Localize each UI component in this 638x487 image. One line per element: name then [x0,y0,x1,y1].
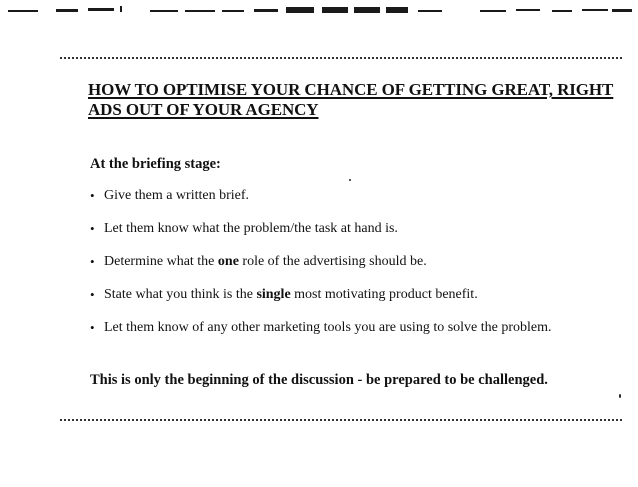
section-heading: At the briefing stage: [90,156,221,172]
bullet-icon: • [90,320,95,335]
bullet-icon: • [90,254,95,269]
bullet-icon: • [90,287,95,302]
list-item-emphasis: single [256,287,291,302]
bullet-icon: • [90,188,95,203]
scan-artifact-strip [0,0,638,22]
list-item-text-after: role of the advertising should be. [238,254,427,269]
list-item-text [104,187,249,205]
list-item-text [104,319,552,337]
list-item-text-before: State what you think is the [104,287,257,302]
list-item-text-before: Let them know of any other marketing tools you are using to solve the problem. [104,320,552,335]
bullet-icon: • [90,221,95,236]
page-title: HOW TO OPTIMISE YOUR CHANCE OF GETTING GREAT, RIGHT ADS OUT OF YOUR AGENCY [88,80,614,119]
list-item-emphasis: one [217,254,239,269]
scan-speck [619,394,621,398]
closing-statement: This is only the beginning of the discussion - be prepared to be challenged. [90,372,548,388]
list-item-text [104,220,398,238]
dotted-rule-bottom [60,419,622,421]
dotted-rule-top [60,57,622,59]
list-item-text-before: Give them a written brief. [104,188,250,203]
list-item-text-after: most motivating product benefit. [290,287,478,302]
scan-speck [349,179,351,181]
list-item-text-before: Determine what the [104,254,218,269]
list-item-text-before: Let them know what the problem/the task at hand is. [104,221,398,236]
list-item-text [104,286,478,304]
list-item-text [104,253,427,271]
